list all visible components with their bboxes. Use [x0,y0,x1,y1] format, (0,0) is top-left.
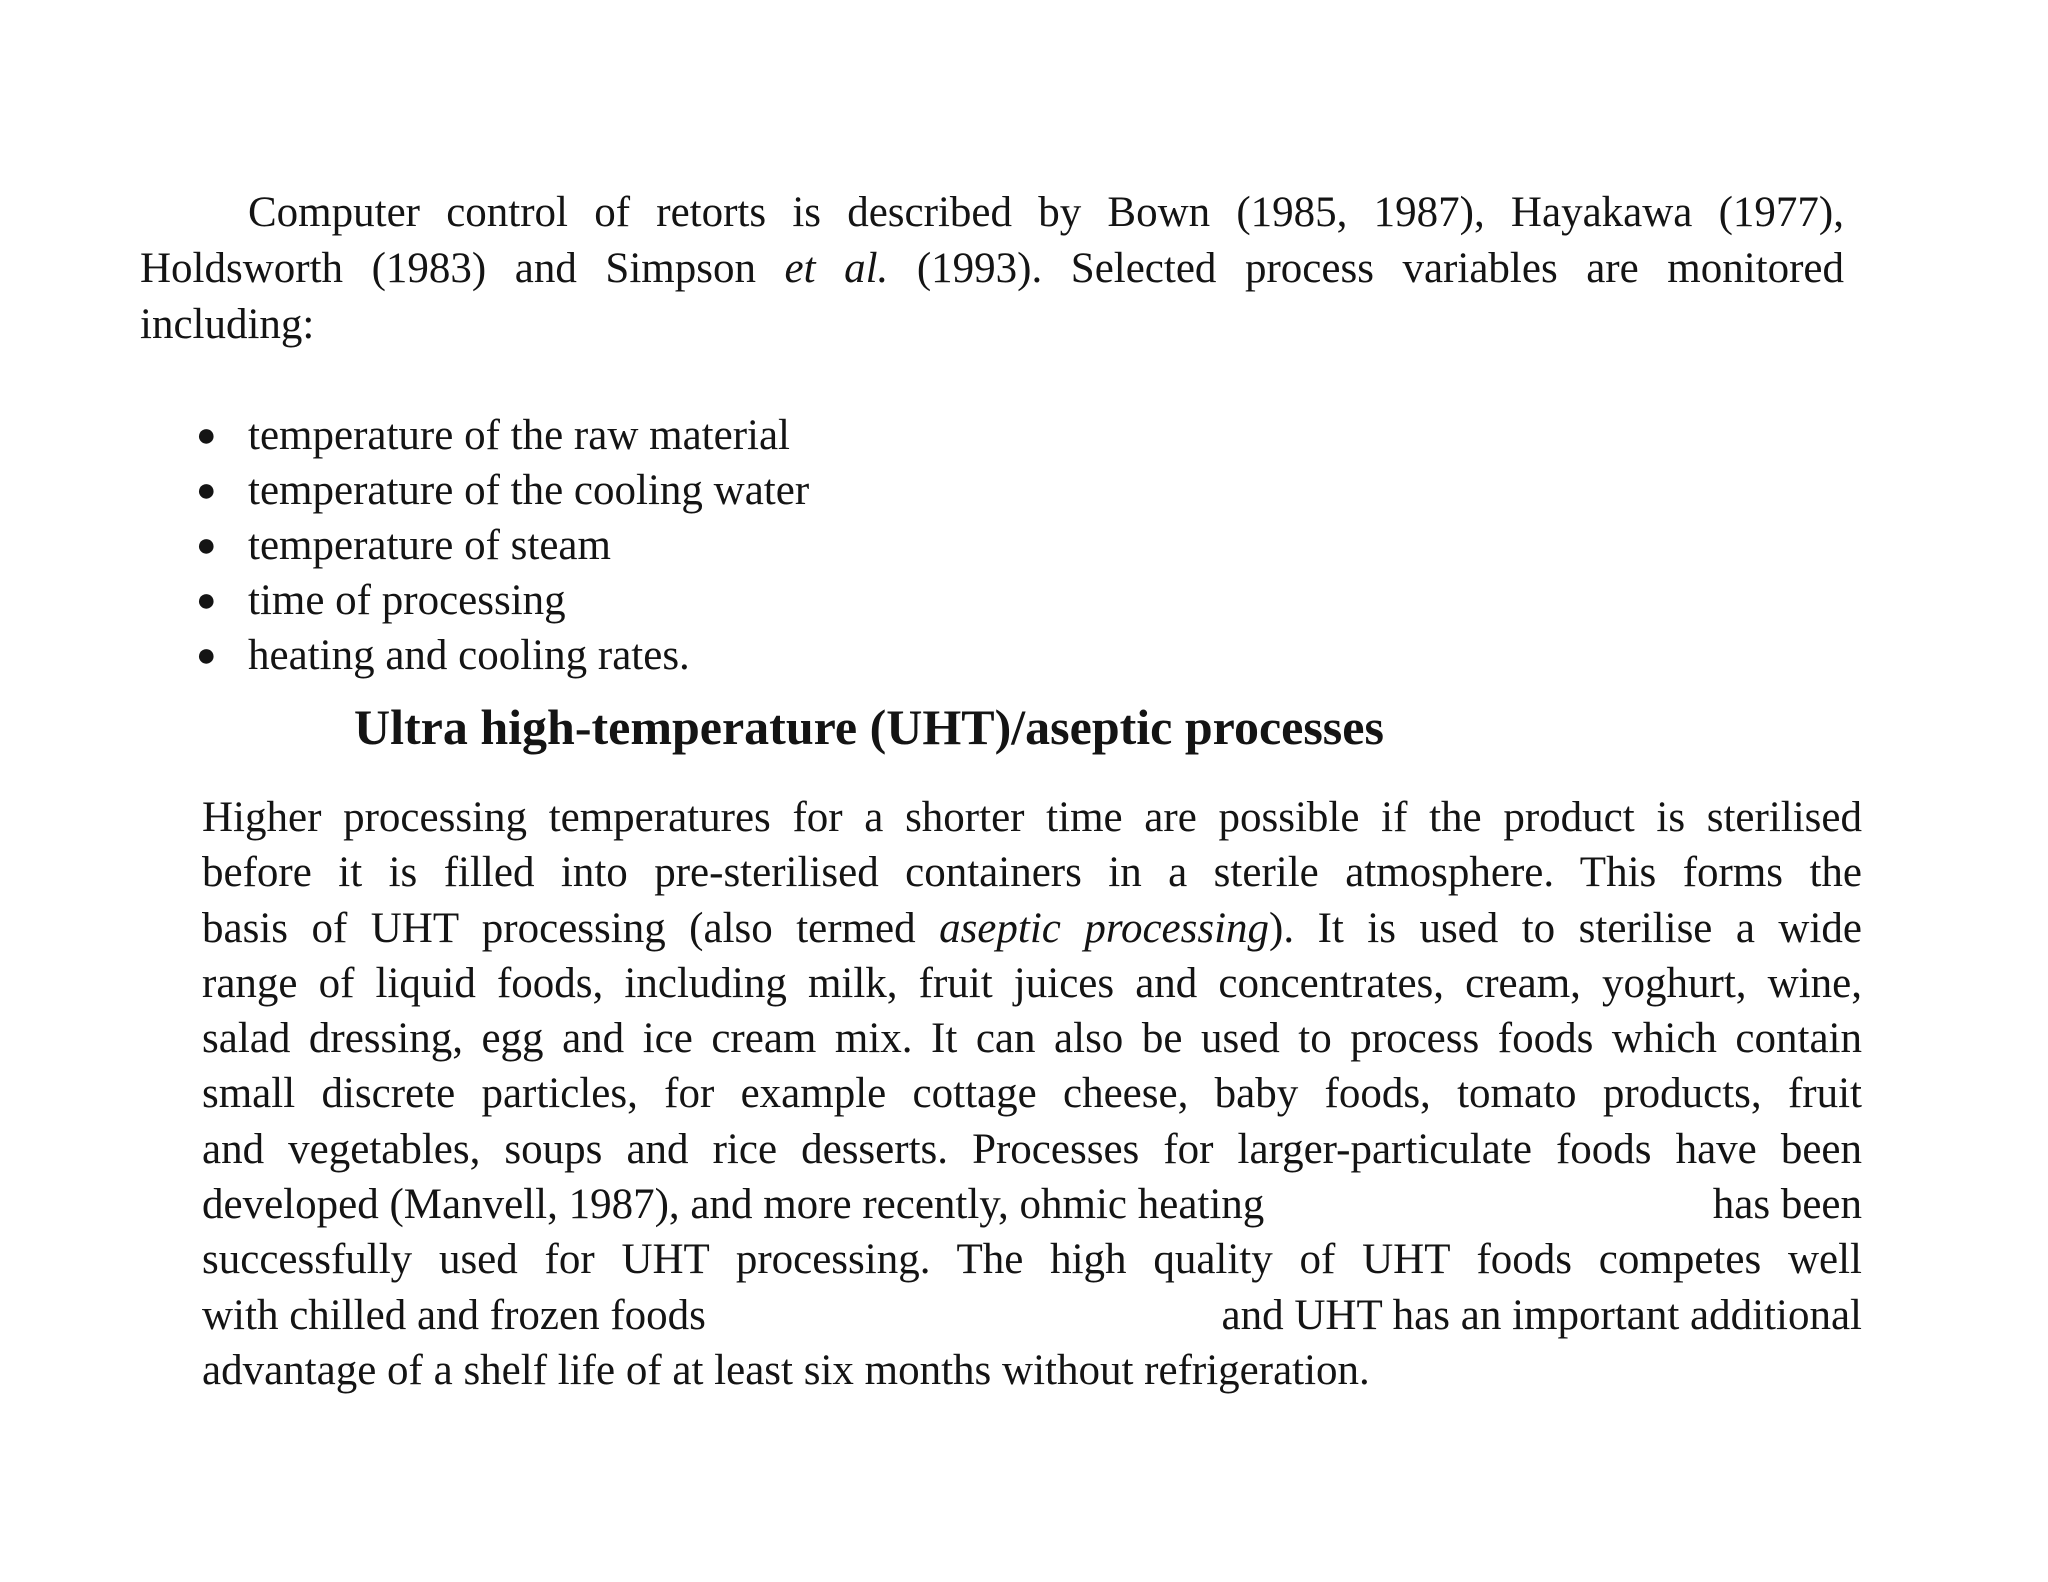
intro-line-1: Computer control of retorts is described by Bown (1985, 1987), Hayakawa (1977), [248,189,1844,236]
intro-line-2-start: Holdsworth (1983) and Simpson [140,245,785,292]
list-item: ● heating and cooling rates. [194,628,809,683]
uht-line-11: advantage of a shelf life of at least six months without refrigeration. [202,1346,1370,1394]
uht-line-2: before it is filled into pre-sterilised containers in a sterile atmosphere. This forms the [202,849,1862,897]
uht-line-3: basis of UHT processing (also termed aseptic processing). It is used to sterilise a wide [202,904,1862,952]
bullet-icon: ● [196,527,217,564]
intro-line-3: including: [140,301,315,348]
list-item: ● time of processing [194,573,809,628]
uht-line-6: small discrete particles, for example cottage cheese, baby foods, tomato products, fruit [202,1070,1862,1118]
aseptic-processing-italic: aseptic processing [939,904,1270,952]
uht-line-5: salad dressing, egg and ice cream mix. It can also be used to process foods which contain [202,1015,1862,1063]
section-heading: Ultra high-temperature (UHT)/aseptic processes [354,699,1384,755]
intro-line-2-end: (1993). Selected process variables are monitored [888,245,1845,292]
uht-paragraph [202,790,1862,1398]
bullet-icon: ● [196,582,217,619]
bullet-icon: ● [196,472,217,509]
list-item: ● temperature of the cooling water [194,463,809,518]
process-variables-list [194,408,809,683]
uht-line-10: with chilled and frozen foods and UHT has an important additional [202,1291,1862,1339]
uht-line-1: Higher processing temperatures for a shorter time are possible if the product is sterilised [202,794,1862,841]
uht-line-9: successfully used for UHT processing. The high quality of UHT foods competes well [202,1236,1862,1284]
list-item: ● temperature of steam [194,518,809,573]
bullet-icon: ● [196,417,217,454]
uht-line-4: range of liquid foods, including milk, fruit juices and concentrates, cream, yoghurt, wine, [202,959,1862,1007]
intro-paragraph [140,185,1845,353]
uht-line-8: developed (Manvell, 1987), and more recently, ohmic heating has been [202,1181,1862,1229]
uht-line-7: and vegetables, soups and rice desserts. Processes for larger-particulate foods have been [202,1125,1862,1173]
et-al-italic: et al. [784,245,889,292]
intro-line-2 [140,241,1845,297]
bullet-icon: ● [196,637,217,674]
list-item: ● temperature of the raw material [194,408,809,463]
